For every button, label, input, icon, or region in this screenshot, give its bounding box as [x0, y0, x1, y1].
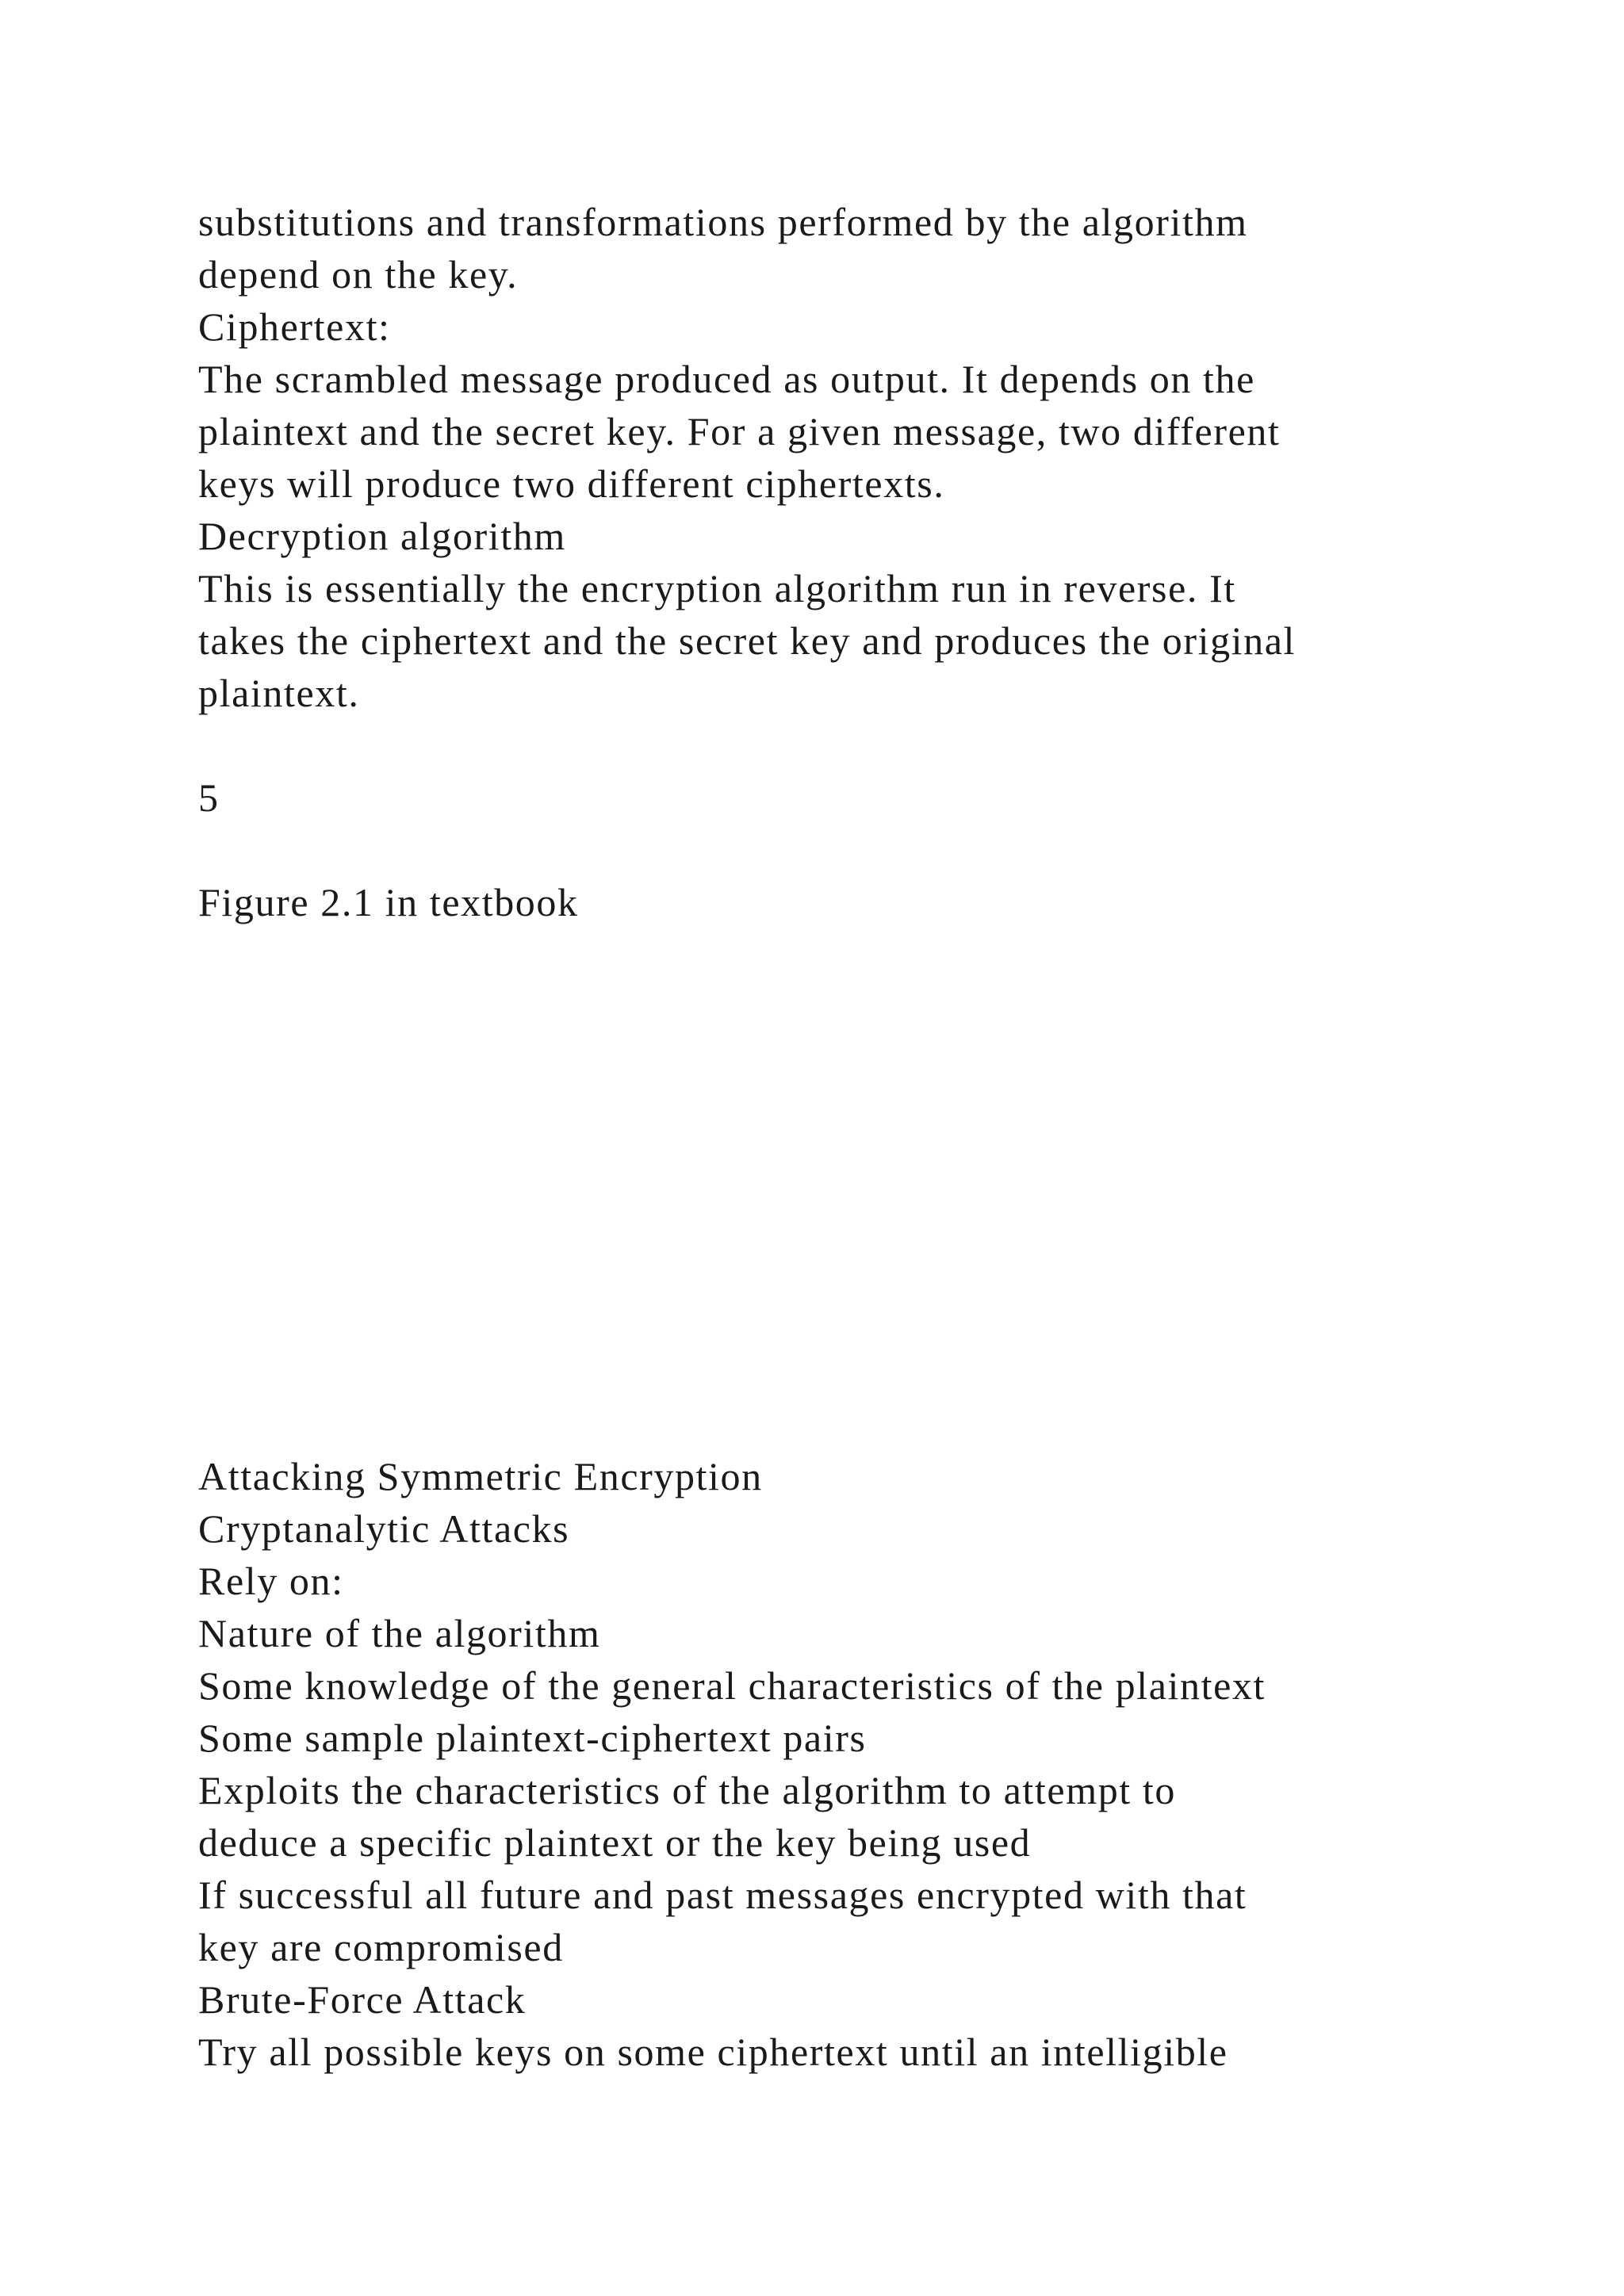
section-heading: Cryptanalytic Attacks [198, 1506, 570, 1551]
text-line: keys will produce two different ciphertexts. [198, 461, 945, 506]
text-line: key are compromised [198, 1925, 564, 1969]
section-heading: Brute-Force Attack [198, 1977, 527, 2022]
text-line: substitutions and transformations performed by the algorithm [198, 200, 1248, 244]
section-heading: Decryption algorithm [198, 514, 566, 558]
text-line: depend on the key. [198, 252, 519, 297]
text-line: Try all possible keys on some ciphertext until an intelligible [198, 2030, 1228, 2074]
list-item: Some sample plaintext-ciphertext pairs [198, 1716, 867, 1760]
text-line: takes the ciphertext and the secret key and produces the original [198, 618, 1297, 663]
slide-number: 5 [198, 775, 220, 820]
text-line: plaintext and the secret key. For a given message, two different [198, 409, 1281, 453]
list-item: Nature of the algorithm [198, 1611, 601, 1655]
section-heading: Ciphertext: [198, 304, 391, 349]
text-line: Rely on: [198, 1559, 344, 1603]
slide-title: Attacking Symmetric Encryption [198, 1454, 763, 1498]
figure-caption: Figure 2.1 in textbook [198, 880, 579, 924]
text-line: This is essentially the encryption algorithm run in reverse. It [198, 566, 1236, 610]
text-line: plaintext. [198, 671, 360, 715]
text-line: Exploits the characteristics of the algorithm to attempt to [198, 1768, 1176, 1812]
list-item: Some knowledge of the general characteristics of the plaintext [198, 1663, 1266, 1708]
text-line: If successful all future and past messages encrypted with that [198, 1873, 1247, 1917]
text-line: The scrambled message produced as output. It depends on the [198, 357, 1255, 401]
text-line: deduce a specific plaintext or the key being used [198, 1820, 1032, 1865]
